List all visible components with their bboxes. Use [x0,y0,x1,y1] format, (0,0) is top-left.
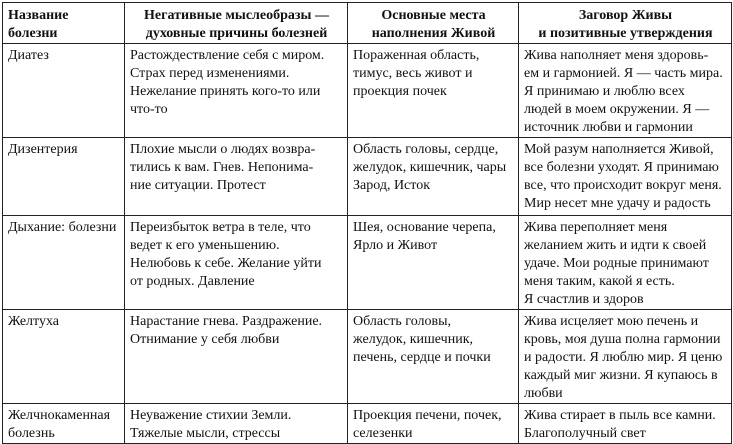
header-causes: Негативные мыслеобразы — духовные причины болезней [125,3,348,44]
header-row [3,3,732,44]
table-header [3,3,732,44]
disease-table [2,2,732,444]
table-body [3,44,732,444]
cell-disease: Диатез [3,44,125,138]
cell-places: Область головы, желудок, кишечник, печень, сердце и почки [348,310,519,404]
cell-affirmation: Жива переполняет меня желанием жить и идти к своей удаче. Мои родные принимают меня таким, какой я есть. Я счастлив и здоров [519,216,732,310]
table-row [3,216,732,310]
cell-disease: Желчнокаменная болезнь [3,404,125,444]
header-affirmation: Заговор Живы и позитивные утверждения [519,3,732,44]
table-row [3,404,732,444]
cell-disease: Дизентерия [3,138,125,216]
table-row [3,44,732,138]
cell-affirmation: Мой разум наполняется Живой, все болезни уходят. Я принимаю все, что происходит вокруг меня. Мир несет мне удачу и радость [519,138,732,216]
cell-causes: Нарастание гнева. Раздражение. Отнимание у себя любви [125,310,348,404]
cell-causes: Плохие мысли о людях возвра- тились к вам. Гнев. Непонима- ние ситуации. Протест [125,138,348,216]
cell-affirmation: Жива стирает в пыль все камни. Благополучный свет [519,404,732,444]
cell-disease: Желтуха [3,310,125,404]
table-row [3,310,732,404]
cell-places: Шея, основание черепа, Ярло и Живот [348,216,519,310]
cell-affirmation: Жива наполняет меня здоровь- ем и гармонией. Я — часть мира. Я принимаю и люблю всех людей в моем окружении. Я — источник любви и гармонии [519,44,732,138]
header-places: Основные места наполнения Живой [348,3,519,44]
header-disease: Название болезни [3,3,125,44]
table-row [3,138,732,216]
cell-causes: Неуважение стихии Земли. Тяжелые мысли, стрессы [125,404,348,444]
cell-causes: Растождествление себя с миром. Страх перед изменениями. Нежелание принять кого-то или что-то [125,44,348,138]
cell-places: Пораженная область, тимус, весь живот и проекция почек [348,44,519,138]
cell-places: Проекция печени, почек, селезенки [348,404,519,444]
cell-causes: Переизбыток ветра в теле, что ведет к его уменьшению. Нелюбовь к себе. Желание уйти от родных. Давление [125,216,348,310]
cell-affirmation: Жива исцеляет мою печень и кровь, моя душа полна гармонии и радости. Я люблю мир. Я ценю каждый миг жизни. Я купаюсь в любви [519,310,732,404]
cell-places: Область головы, сердце, желудок, кишечник, чары Зарод, Исток [348,138,519,216]
cell-disease: Дыхание: болезни [3,216,125,310]
